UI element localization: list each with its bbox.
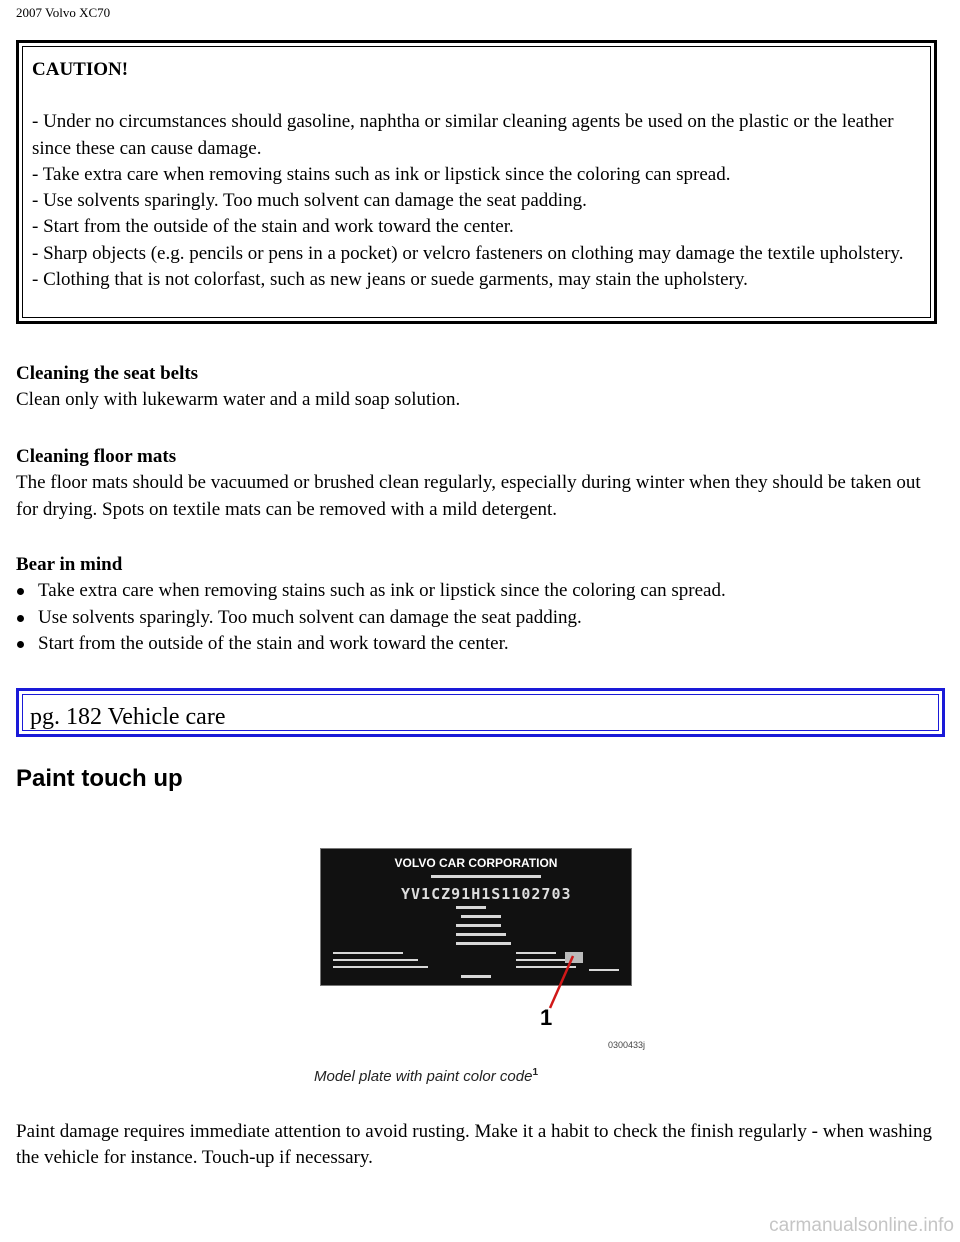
document-header-title: 2007 Volvo XC70 — [16, 5, 111, 20]
paint-text-section — [16, 1119, 946, 1172]
plate-vin: YV1CZ91H1S1102703 — [401, 885, 572, 903]
bear-in-mind-list — [16, 578, 946, 657]
seat-belts-heading: Cleaning the seat belts — [16, 363, 199, 384]
callout-number: 1 — [540, 1005, 553, 1030]
bullet-icon — [17, 641, 24, 648]
caution-line: - Under no circumstances should gasoline, naphtha or similar cleaning agents be used on the plastic or the leather since these can cause damage. — [32, 111, 894, 159]
model-plate-figure — [310, 843, 650, 1093]
caution-line: - Use solvents sparingly. Too much solvent can damage the seat padding. — [32, 190, 587, 212]
figure-caption-footnote: 1 — [532, 1067, 539, 1078]
caution-line: - Take extra care when removing stains such as ink or lipstick since the coloring can spread. — [32, 163, 731, 185]
paint-touch-up-heading: Paint touch up — [16, 765, 183, 792]
paint-text: Paint damage requires immediate attention to avoid rusting. Make it a habit to check the finish regularly - when washing the vehicle for instance. Touch-up if necessary. — [16, 1121, 932, 1169]
bear-in-mind-heading: Bear in mind — [16, 554, 123, 575]
caution-line: - Start from the outside of the stain and work toward the center. — [32, 216, 514, 238]
floor-mats-section — [16, 444, 946, 523]
floor-mats-heading: Cleaning floor mats — [16, 446, 177, 467]
seat-belts-section — [16, 361, 946, 414]
caution-line: - Clothing that is not colorfast, such as new jeans or suede garments, may stain the upholstery. — [32, 269, 748, 291]
bullet-icon — [17, 588, 24, 595]
page-reference: pg. 182 Vehicle care — [22, 694, 939, 731]
caution-title: CAUTION! — [32, 59, 129, 80]
figure-caption-text: Model plate with paint color code — [314, 1068, 533, 1085]
list-item-text: Use solvents sparingly. Too much solvent can damage the seat padding. — [38, 606, 582, 628]
caution-box-inner — [22, 46, 931, 318]
list-item-text: Start from the outside of the stain and work toward the center. — [38, 632, 509, 654]
list-item — [16, 631, 946, 657]
callout-pointer-icon — [310, 843, 650, 1093]
figure-caption — [314, 1067, 538, 1085]
caution-box — [16, 40, 937, 324]
image-code: 0300433j — [608, 1040, 646, 1050]
list-item — [16, 605, 946, 631]
seat-belts-text: Clean only with lukewarm water and a mild soap solution. — [16, 389, 461, 411]
page-reference-box — [16, 688, 945, 737]
watermark-text: carmanualsonline.info — [769, 1215, 954, 1236]
floor-mats-text: The floor mats should be vacuumed or brushed clean regularly, especially during winter when they should be taken out for drying. Spots on textile mats can be removed with a mild detergent. — [16, 472, 921, 520]
list-item-text: Take extra care when removing stains such as ink or lipstick since the coloring can spread. — [38, 580, 726, 602]
plate-title: VOLVO CAR CORPORATION — [394, 856, 558, 870]
caution-line: - Sharp objects (e.g. pencils or pens in a pocket) or velcro fasteners on clothing may damage the textile upholstery. — [32, 242, 904, 264]
bullet-icon — [17, 615, 24, 622]
list-item — [16, 578, 946, 604]
bear-in-mind-section — [16, 552, 946, 657]
